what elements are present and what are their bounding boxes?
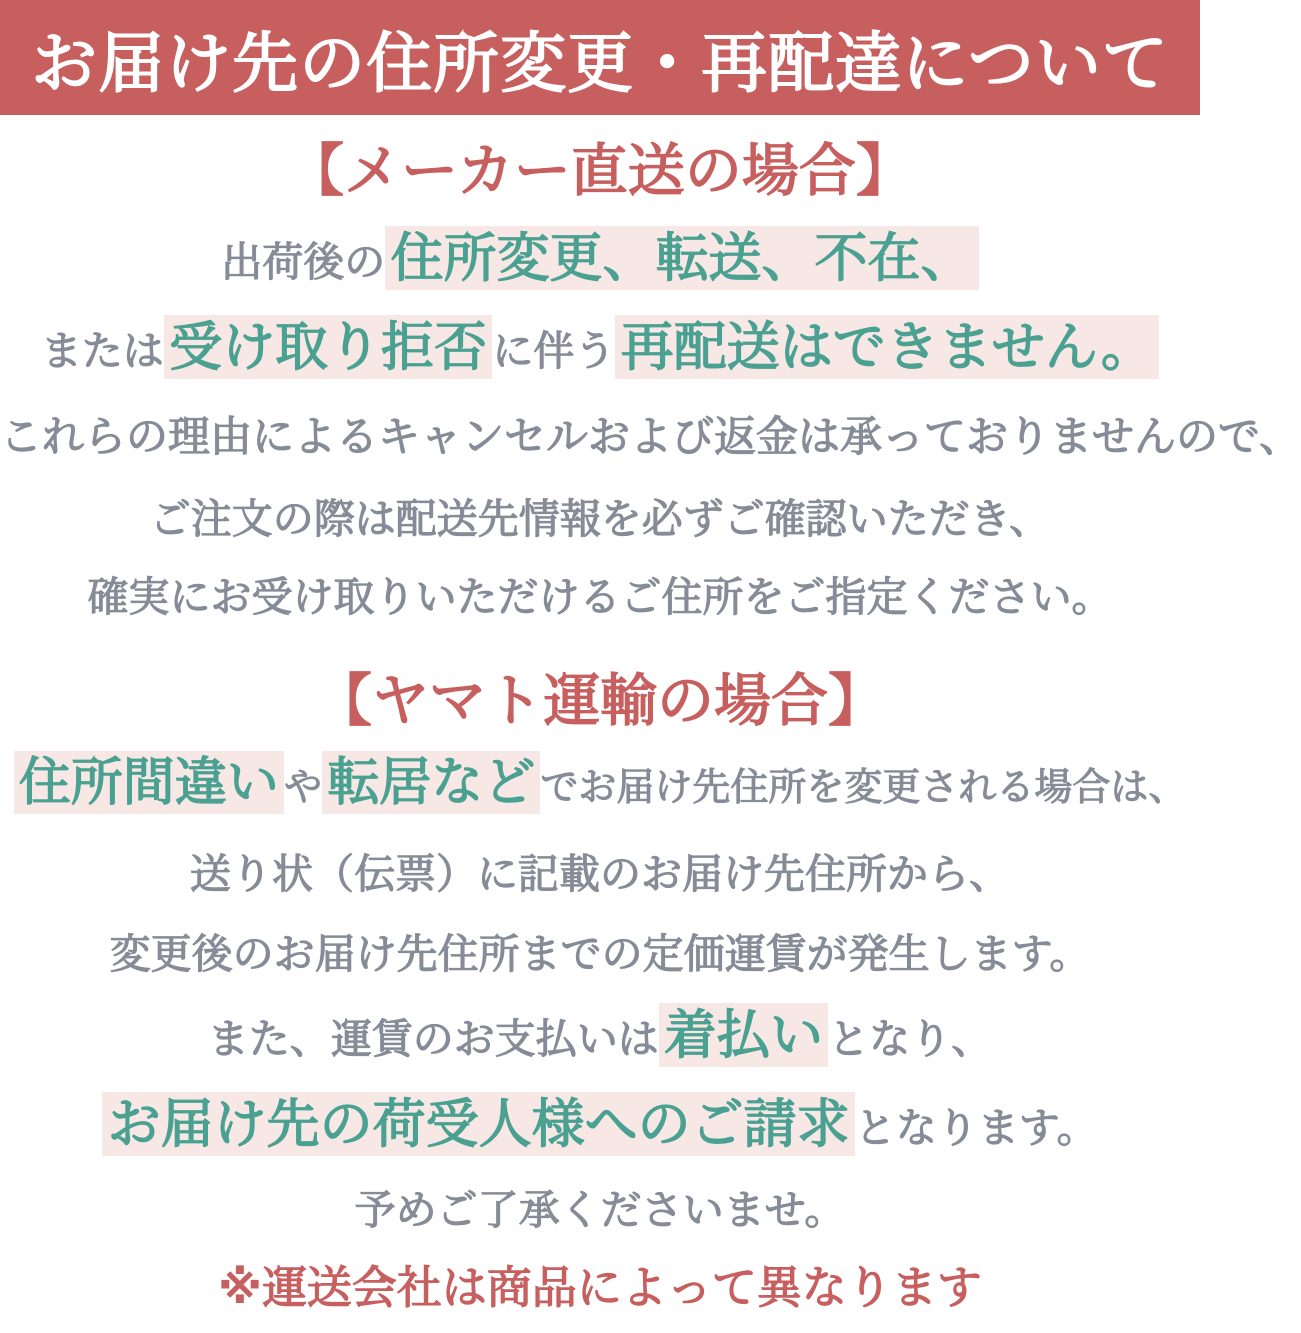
body-text: 送り状（伝票）に記載のお届け先住所から、 xyxy=(190,851,1010,897)
section-heading-text: 【ヤマト運輸の場合】 xyxy=(315,669,885,733)
notice-line-refusal-redelivery xyxy=(0,310,1200,399)
body-text: や xyxy=(283,767,322,809)
emphasized-text: 着払い xyxy=(659,1003,829,1067)
body-text: また、運賃のお支払いは xyxy=(207,1016,659,1062)
body-text: となります。 xyxy=(854,1105,1098,1151)
section-heading-text: 【メーカー直送の場合】 xyxy=(287,139,913,203)
emphasized-text: 住所間違い xyxy=(14,751,284,814)
notice-line-understanding xyxy=(0,1176,1200,1254)
notice-line-shipped-changes xyxy=(0,221,1200,310)
notice-line-specify-address xyxy=(0,563,1200,641)
body-text: 確実にお受け取りいただけるご住所をご指定ください。 xyxy=(87,574,1113,620)
section-heading-maker-direct xyxy=(0,131,1200,211)
notice-banner xyxy=(0,0,1200,115)
body-text: に伴う xyxy=(492,328,616,374)
emphasized-text: お届け先の荷受人様へのご請求 xyxy=(102,1092,855,1156)
body-text: となり、 xyxy=(828,1016,993,1062)
notice-line-cod-payment xyxy=(0,998,1200,1087)
banner-title: お届け先の住所変更・再配達について xyxy=(31,26,1169,100)
body-text: 変更後のお届け先住所までの定価運賃が発生します。 xyxy=(109,931,1091,977)
emphasized-text: 再配送はできません。 xyxy=(615,315,1159,379)
body-text: 出荷後の xyxy=(221,239,386,285)
section-heading-yamato xyxy=(0,661,1200,741)
notice-line-billed-to-recipient xyxy=(0,1087,1200,1176)
notice-line-freight-charge xyxy=(0,920,1200,998)
body-text: ご注文の際は配送先情報を必ずご確認いただき、 xyxy=(149,496,1051,542)
notice-line-no-cancel-refund xyxy=(0,399,1301,485)
body-text: または xyxy=(40,328,164,374)
footnote-text: ※運送会社は商品によって異なります xyxy=(218,1262,982,1313)
notice-line-confirm-info xyxy=(0,485,1200,563)
body-text: これらの理由によるキャンセルおよび返金は承っておりませんので、 xyxy=(0,413,1301,460)
emphasized-text: 転居など xyxy=(322,751,540,814)
emphasized-text: 住所変更、転送、不在、 xyxy=(385,226,979,290)
notice-body xyxy=(0,115,1301,1333)
body-text: 予めご了承くださいませ。 xyxy=(354,1187,846,1233)
emphasized-text: 受け取り拒否 xyxy=(164,315,493,379)
notice-footnote-carrier xyxy=(0,1254,1200,1333)
notice-line-address-change-cases xyxy=(0,741,1200,838)
body-text: でお届け先住所を変更される場合は、 xyxy=(540,767,1187,809)
notice-line-waybill xyxy=(0,838,1200,920)
